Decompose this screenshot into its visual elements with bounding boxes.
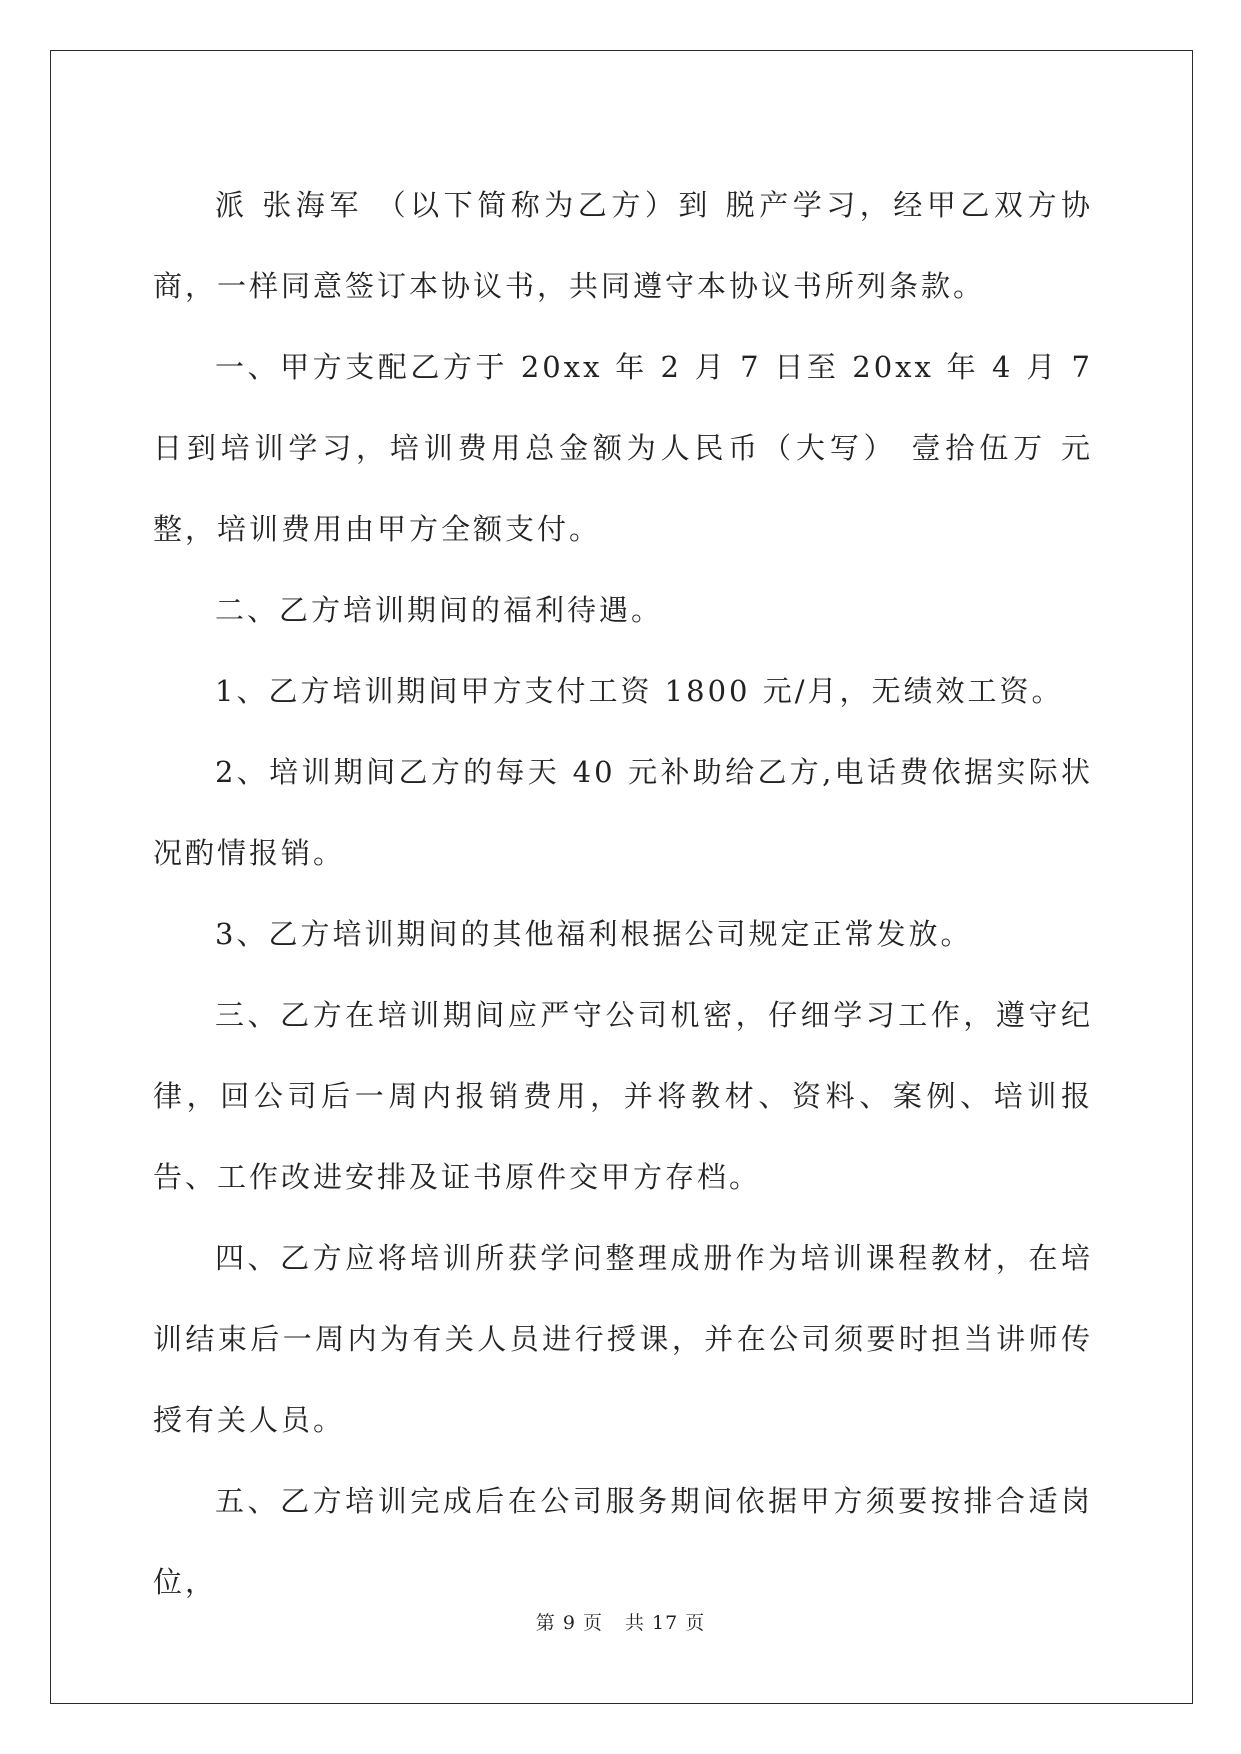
page-total: 共 17 页 (624, 1612, 706, 1634)
paragraph-clause-1: 一、甲方支配乙方于 20xx 年 2 月 7 日至 20xx 年 4 月 7 日到培训学习，培训费用总金额为人民币（大写） 壹拾伍万 元整，培训费用由甲方全额支付。 (153, 350, 1093, 546)
paragraph-clause-2: 二、乙方培训期间的福利待遇。 (215, 593, 664, 627)
paragraph-intro: 派 张海军 （以下简称为乙方）到 脱产学习，经甲乙双方协商，一样同意签订本协议书，共同遵守本协议书所列条款。 (153, 188, 1093, 303)
document-body (153, 165, 1093, 1623)
paragraph-clause-5: 五、乙方培训完成后在公司服务期间依据甲方须要按排合适岗位， (153, 1484, 1093, 1599)
paragraph-clause-2-item-2: 2、培训期间乙方的每天 40 元补助给乙方,电话费依据实际状况酌情报销。 (153, 755, 1093, 870)
paragraph-clause-4: 四、乙方应将培训所获学问整理成册作为培训课程教材，在培训结束后一周内为有关人员进行授课，并在公司须要时担当讲师传授有关人员。 (153, 1241, 1093, 1437)
paragraph-clause-2-item-3: 3、乙方培训期间的其他福利根据公司规定正常发放。 (215, 917, 973, 951)
paragraph-clause-2-item-1: 1、乙方培训期间甲方支付工资 1800 元/月，无绩效工资。 (215, 674, 1064, 708)
paragraph-clause-3: 三、乙方在培训期间应严守公司机密，仔细学习工作，遵守纪律，回公司后一周内报销费用，并将教材、资料、案例、培训报告、工作改进安排及证书原件交甲方存档。 (153, 998, 1093, 1194)
page-number: 第 9 页 (535, 1612, 603, 1634)
page-footer (0, 1608, 1241, 1635)
